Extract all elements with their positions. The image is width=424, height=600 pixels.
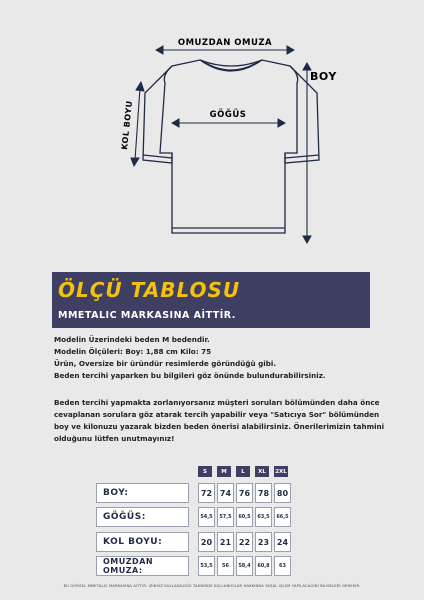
info-line: Ürün, Oversize bir üründür resimlerde göründüğü gibi.: [54, 359, 277, 368]
sleeve-label: KOL BOYU: [120, 100, 135, 151]
size-header-cell: XL: [255, 466, 269, 477]
table-cell: 60,8: [255, 556, 272, 576]
tshirt-measurement-diagram: [0, 0, 424, 260]
table-cell: 58,4: [236, 556, 253, 576]
table-cell: 56: [217, 556, 234, 576]
table-cell: 20: [198, 532, 215, 552]
table-cell: 24: [274, 532, 291, 552]
size-chart-banner: [52, 272, 370, 328]
table-cell: 66,5: [274, 507, 291, 527]
table-cell: 78: [255, 483, 272, 503]
table-cell: 23: [255, 532, 272, 552]
chest-label: GÖĞÜS: [209, 110, 247, 120]
size-header-row: [198, 466, 293, 477]
table-cell: 22: [236, 532, 253, 552]
model-info: [54, 334, 384, 382]
table-cell: 74: [217, 483, 234, 503]
table-cell: 53,5: [198, 556, 215, 576]
shoulder-label: OMUZDAN OMUZA: [177, 38, 273, 48]
size-header-cell: M: [217, 466, 231, 477]
banner-subtitle: MMETALIC MARKASINA AİTTİR.: [58, 310, 236, 321]
copyright-footer: BU GÖRSEL MMETALIC MARKASINA AİTTİR. İZİNSİZ KULLANILDIĞI TAKDİRDE KULLANICILAR HAKKINDA YASAL İŞLEM YAPILACAĞINI BİLMELERİ GEREKİR.: [63, 584, 361, 588]
table-cell: 57,5: [217, 507, 234, 527]
table-cell: 80: [274, 483, 291, 503]
table-cell: 21: [217, 532, 234, 552]
row-label: OMUZDAN OMUZA:: [96, 556, 189, 576]
table-cell: 76: [236, 483, 253, 503]
table-cell: 54,5: [198, 507, 215, 527]
row-label: KOL BOYU:: [96, 532, 189, 552]
size-header-cell: 2XL: [274, 466, 288, 477]
sleeve-arrow: [131, 82, 144, 166]
row-label: GÖĞÜS:: [96, 507, 189, 527]
chest-arrow: [172, 119, 285, 127]
size-header-cell: L: [236, 466, 250, 477]
table-cell: 63,5: [255, 507, 272, 527]
length-label: BOY: [310, 70, 337, 83]
row-label: BOY:: [96, 483, 189, 503]
length-arrow: [303, 63, 311, 243]
info-line: Modelin Ölçüleri: Boy: 1,88 cm Kilo: 75: [54, 347, 212, 356]
info-line: Modelin Üzerindeki beden M bedendir.: [54, 335, 210, 344]
tshirt-outline: [143, 60, 319, 233]
table-cell: 60,5: [236, 507, 253, 527]
banner-title: ÖLÇÜ TABLOSU: [58, 278, 241, 302]
size-advice-paragraph: Beden tercihi yapmakta zorlanıyorsanız müşteri soruları bölümünden daha önce cevaplanan sorulara göz atarak tercih yapabilir veya "Satıcıya Sor" bölümünden boy ve kilonuzu yazarak bizden beden önerisi alabilirsiniz. Önerilerimizin tahmini olduğunu lütfen unutmayınız!: [54, 398, 385, 443]
info-line: Beden tercihi yaparken bu bilgileri göz önünde bulundurabilirsiniz.: [54, 371, 326, 380]
table-cell: 72: [198, 483, 215, 503]
size-header-cell: S: [198, 466, 212, 477]
table-cell: 63: [274, 556, 291, 576]
